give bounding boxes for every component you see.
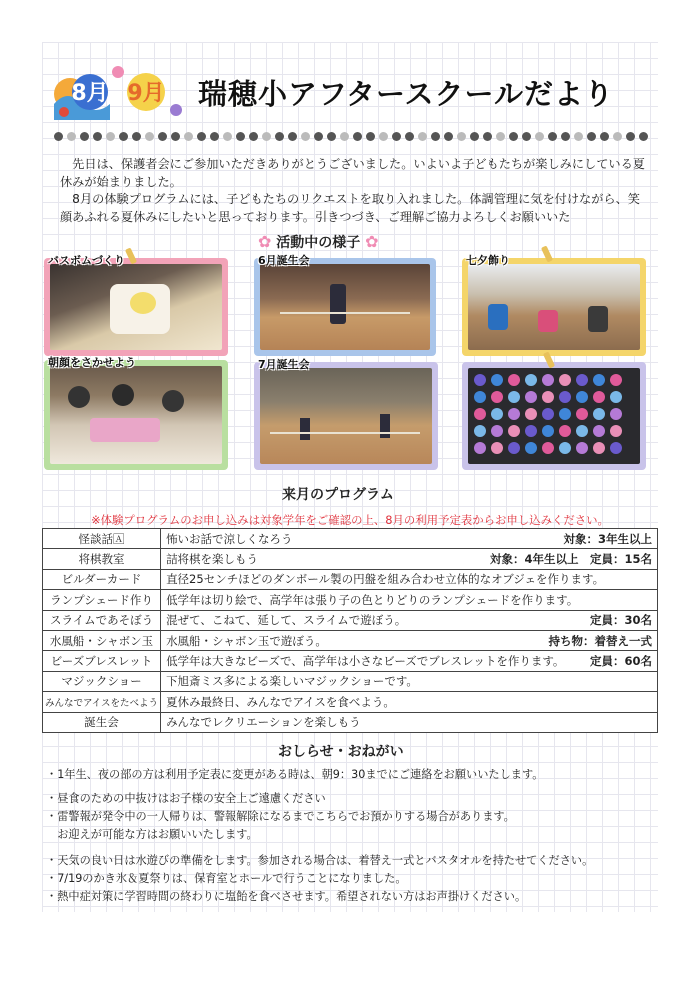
divider-dot	[197, 132, 206, 141]
program-description-cell	[161, 590, 658, 610]
divider-dot	[366, 132, 375, 141]
program-row	[43, 610, 658, 630]
photo-card-tanabata	[462, 254, 646, 356]
photo-label: 七夕飾り	[466, 254, 510, 267]
flower-icon	[525, 442, 537, 454]
notices-heading: おしらせ・おねがい	[278, 744, 404, 760]
photo-card-flowers	[462, 362, 646, 470]
program-name: 水風船・シャボン玉	[43, 630, 161, 650]
flower-icon	[542, 408, 554, 420]
divider-dot	[548, 132, 557, 141]
photo-bathbomb	[50, 264, 222, 350]
flower-icon	[491, 374, 503, 386]
program-description: 下旭斎ミス多による楽しいマジックショーです。	[166, 674, 418, 689]
flower-icon	[525, 391, 537, 403]
program-description: 怖いお話で涼しくなろう	[166, 531, 293, 546]
program-row	[43, 549, 658, 569]
flower-icon	[593, 425, 605, 437]
flower-icon	[593, 391, 605, 403]
flower-icon	[610, 442, 622, 454]
divider-dot	[93, 132, 102, 141]
program-description-cell	[161, 569, 658, 589]
flower-icon	[593, 408, 605, 420]
program-description: 水風船・シャボン玉で遊ぼう。	[166, 633, 327, 648]
program-description: 低学年は大きなビーズで、高学年は小さなビーズでブレスレットを作ります。	[166, 654, 565, 669]
divider-dot	[613, 132, 622, 141]
program-name: スライムであそぼう	[43, 610, 161, 630]
dot-divider	[54, 132, 654, 142]
divider-dot	[444, 132, 453, 141]
flower-icon	[559, 374, 571, 386]
program-description: 低学年は切り絵で、高学年は張り子の色とりどりのランプシェードを作ります。	[166, 592, 579, 607]
notice-item: ・熱中症対策に学習時間の終わりに塩飴を食べさせます。希望されない方はお声掛けください。	[46, 890, 527, 903]
divider-dot	[574, 132, 583, 141]
flower-icon	[474, 442, 486, 454]
month-logo	[48, 58, 188, 122]
photo-june-party	[260, 264, 430, 350]
flower-icon: ✿	[258, 232, 272, 251]
divider-dot	[340, 132, 349, 141]
divider-dot	[561, 132, 570, 141]
program-name: 怪談話🄰	[43, 529, 161, 549]
program-description-cell	[161, 630, 658, 650]
program-description: 詰将棋を楽しもう	[166, 552, 259, 567]
program-name: 将棋教室	[43, 549, 161, 569]
program-row	[43, 630, 658, 650]
program-description-cell	[161, 671, 658, 691]
divider-dot	[275, 132, 284, 141]
photo-card-july-party	[254, 358, 438, 470]
divider-dot	[132, 132, 141, 141]
divider-dot	[301, 132, 310, 141]
notice-item: お迎えが可能な方はお願いいたします。	[46, 828, 258, 841]
flower-icon	[559, 408, 571, 420]
divider-dot	[106, 132, 115, 141]
program-row	[43, 569, 658, 589]
divider-dot	[288, 132, 297, 141]
flower-icon	[542, 391, 554, 403]
program-name: みんなでアイスをたべよう	[43, 692, 161, 712]
program-name: マジックショー	[43, 671, 161, 691]
badge-8-month: 8月	[71, 81, 109, 106]
photo-july-party	[260, 368, 432, 464]
flower-icon	[474, 425, 486, 437]
divider-dot	[509, 132, 518, 141]
program-description-cell	[161, 549, 658, 569]
notice-item: ・1年生、夜の部の方は利用予定表に変更がある時は、朝9：30までにご連絡をお願いいたします。	[46, 768, 544, 781]
flower-icon	[491, 442, 503, 454]
flower-icon	[576, 425, 588, 437]
divider-dot	[119, 132, 128, 141]
notice-item: ・天気の良い日は水遊びの準備をします。参加される場合は、着替え一式とバスタオルを持たせてください。	[46, 854, 594, 867]
divider-dot	[431, 132, 440, 141]
divider-dot	[496, 132, 505, 141]
divider-dot	[626, 132, 635, 141]
flower-icon	[576, 374, 588, 386]
divider-dot	[80, 132, 89, 141]
program-description: 混ぜて、こねて、延して、スライムで遊ぼう。	[166, 613, 407, 628]
flower-icon	[508, 408, 520, 420]
program-description: 直径25センチほどのダンボール製の円盤を組み合わせ立体的なオブジェを作ります。	[166, 572, 605, 587]
divider-dot	[314, 132, 323, 141]
flower-icon	[542, 374, 554, 386]
program-row	[43, 529, 658, 549]
flower-icon: ✿	[365, 232, 379, 251]
divider-dot	[418, 132, 427, 141]
divider-dot	[210, 132, 219, 141]
flower-icon	[576, 408, 588, 420]
photo-label: 7月誕生会	[258, 358, 310, 371]
badge-9-month: 9月	[127, 81, 165, 106]
flower-icon	[610, 425, 622, 437]
flower-icon	[610, 391, 622, 403]
flower-icon	[508, 442, 520, 454]
divider-dot	[600, 132, 609, 141]
divider-dot	[483, 132, 492, 141]
intro-paragraph-2: 8月の体験プログラムには、子どもたちのリクエストを取り入れました。体調管理に気を付けながら、笑顔あふれる夏休みにしたいと思っております。引きつづき、ご理解ご協力よろしくお願いいた	[60, 192, 640, 224]
flower-icon	[542, 442, 554, 454]
flower-icon	[508, 425, 520, 437]
flower-icon	[610, 374, 622, 386]
program-description-cell	[161, 712, 658, 732]
program-note: 持ち物：着替え一式	[548, 633, 652, 648]
flower-icon	[542, 425, 554, 437]
photo-tanabata	[468, 264, 640, 350]
flower-icon	[508, 391, 520, 403]
divider-dot	[236, 132, 245, 141]
divider-dot	[353, 132, 362, 141]
photo-card-morning-glory	[44, 356, 228, 470]
flower-icon	[525, 374, 537, 386]
notice-item: ・雷警報が発令中の一人帰りは、警報解除になるまでこちらでお預かりする場合があります。	[46, 810, 515, 823]
program-name: ビーズブレスレット	[43, 651, 161, 671]
activities-heading-text: 活動中の様子	[276, 235, 361, 251]
flower-icon	[576, 391, 588, 403]
flower-icon	[559, 425, 571, 437]
flower-icon	[491, 408, 503, 420]
divider-dot	[392, 132, 401, 141]
photo-label: 朝顔をさかせよう	[48, 356, 136, 369]
program-name: ビルダーカード	[43, 569, 161, 589]
photo-morning-glory	[50, 366, 222, 464]
flower-icon	[525, 425, 537, 437]
photo-label: 6月誕生会	[258, 254, 310, 267]
program-note: 定員：30名	[589, 613, 652, 628]
flower-icon	[474, 408, 486, 420]
photo-card-bathbomb	[44, 254, 228, 356]
intro-paragraph-1: 先日は、保護者会にご参加いただきありがとうございました。いよいよ子どもたちが楽しみにしている夏休みが始まりました。	[60, 157, 645, 189]
divider-dot	[379, 132, 388, 141]
programs-notice: ※体験プログラムのお申し込みは対象学年をご確認の上、8月の利用予定表からお申し込みください。	[91, 513, 609, 527]
flower-icon	[491, 425, 503, 437]
flower-icon	[508, 374, 520, 386]
photo-card-june-party	[254, 254, 436, 356]
photo-label: バスボムづくり	[48, 254, 125, 267]
divider-dot	[184, 132, 193, 141]
flower-icon	[491, 391, 503, 403]
divider-dot	[327, 132, 336, 141]
program-row	[43, 692, 658, 712]
program-note: 対象：3年生以上	[563, 531, 652, 546]
divider-dot	[145, 132, 154, 141]
divider-dot	[223, 132, 232, 141]
flower-icon	[474, 391, 486, 403]
program-row	[43, 590, 658, 610]
divider-dot	[535, 132, 544, 141]
divider-dot	[54, 132, 63, 141]
divider-dot	[262, 132, 271, 141]
divider-dot	[639, 132, 648, 141]
program-row	[43, 651, 658, 671]
programs-heading: 来月のプログラム	[282, 487, 394, 503]
divider-dot	[158, 132, 167, 141]
activities-heading	[258, 232, 379, 252]
divider-dot	[405, 132, 414, 141]
program-description-cell	[161, 529, 658, 549]
photo-flowers	[468, 368, 640, 464]
divider-dot	[522, 132, 531, 141]
flower-icon	[474, 374, 486, 386]
divider-dot	[249, 132, 258, 141]
program-note: 対象：4年生以上 定員：15名	[489, 552, 652, 567]
divider-dot	[457, 132, 466, 141]
program-row	[43, 712, 658, 732]
program-description-cell	[161, 610, 658, 630]
program-table	[42, 528, 658, 733]
divider-dot	[587, 132, 596, 141]
flower-icon	[559, 391, 571, 403]
flower-icon	[559, 442, 571, 454]
intro-text	[60, 156, 650, 226]
program-description-cell	[161, 692, 658, 712]
flower-icon	[593, 374, 605, 386]
divider-dot	[470, 132, 479, 141]
program-row	[43, 671, 658, 691]
program-description-cell	[161, 651, 658, 671]
flower-icon	[525, 408, 537, 420]
program-note: 定員：60名	[589, 654, 652, 669]
flower-icon	[593, 442, 605, 454]
notice-item: ・昼食のための中抜けはお子様の安全上ご遠慮ください	[46, 792, 326, 805]
page-title: 瑞穂小アフタースクールだより	[198, 77, 614, 111]
divider-dot	[67, 132, 76, 141]
flower-icon	[576, 442, 588, 454]
divider-dot	[171, 132, 180, 141]
program-description: 夏休み最終日、みんなでアイスを食べよう。	[166, 694, 395, 709]
program-description: みんなでレクリエーションを楽しもう	[166, 715, 361, 730]
flower-icon	[610, 408, 622, 420]
program-name: 誕生会	[43, 712, 161, 732]
program-name: ランプシェード作り	[43, 590, 161, 610]
notice-item: ・7/19のかき氷＆夏祭りは、保育室とホールで行うことになりました。	[46, 872, 407, 885]
